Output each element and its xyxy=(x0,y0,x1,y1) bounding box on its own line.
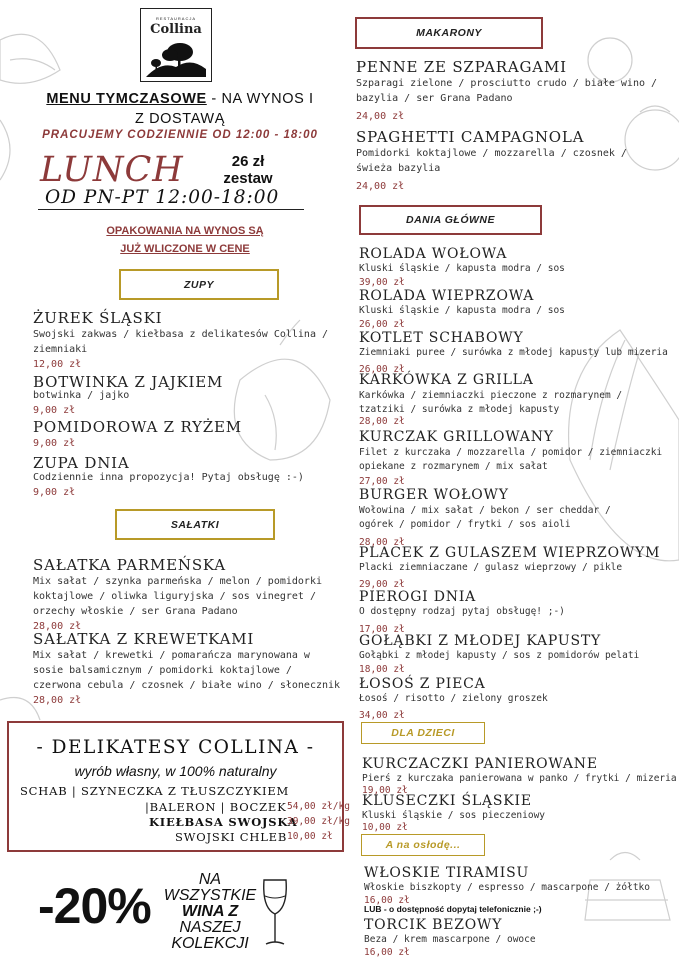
menu-item-price: 12,00 zł xyxy=(33,359,82,370)
menu-item-name: PIEROGI DNIA xyxy=(359,589,477,605)
menu-item-price: 24,00 zł xyxy=(356,111,405,122)
menu-item-desc: Swojski zakwas / kiełbasa z delikatesów Collina / xyxy=(33,329,329,340)
menu-item-desc: Wołowina / mix sałat / bekon / ser cheddar / xyxy=(359,505,611,516)
menu-item-name: WŁOSKIE TIRAMISU xyxy=(364,865,530,881)
section-title-dania: DANIA GŁÓWNE xyxy=(405,214,496,226)
menu-item-losos xyxy=(359,675,677,723)
delikatesy-title: - DELIKATESY COLLINA - xyxy=(36,737,315,758)
promo-line-4: NASZEJ xyxy=(179,919,241,936)
menu-item-zurek xyxy=(33,309,343,372)
menu-item-name: PLACEK Z GULASZEM WIEPRZOWYM xyxy=(359,545,661,561)
menu-item-desc: czerwona cebula / czosnek / białe wino / słonecznik xyxy=(33,680,341,691)
promo-line-3: WINA Z xyxy=(181,903,239,920)
menu-item-desc: Beza / krem mascarpone / owoce xyxy=(364,934,536,945)
menu-item-desc: Gołąbki z młodej kapusty / sos z pomidorów pelati xyxy=(359,650,640,661)
menu-item-desc: Włoskie biszkopty / espresso / mascarpone / żółtko xyxy=(364,882,650,893)
promo-discount: -20% xyxy=(38,878,151,934)
menu-item-name: KOTLET SCHABOWY xyxy=(359,330,524,346)
menu-item-desc: Codziennie inna propozycja! Pytaj obsługę :-) xyxy=(33,472,304,483)
logo-subtitle: RESTAURACJA xyxy=(155,16,197,21)
menu-item-price: 17,00 zł xyxy=(359,624,405,635)
promo-text xyxy=(160,872,260,952)
menu-item-spaghetti xyxy=(356,128,676,194)
tree-icon xyxy=(146,39,206,77)
menu-item-salatka-krewetki xyxy=(33,630,348,708)
dessert-note: LUB - o dostępność dopytaj telefonicznie ;-) xyxy=(364,904,542,914)
section-header-deser xyxy=(361,834,485,856)
menu-item-price: 28,00 zł xyxy=(359,416,405,427)
delikatesy-price-4: 10,00 zł xyxy=(287,831,333,842)
menu-item-desc: botwinka / jajko xyxy=(33,390,130,401)
section-title-makarony: MAKARONY xyxy=(416,27,482,39)
menu-item-desc: Kluski śląskie / kapusta modra / sos xyxy=(359,305,565,316)
menu-item-name: KURCZACZKI PANIEROWANE xyxy=(362,756,598,772)
menu-item-rolada-wieprzowa xyxy=(359,287,677,332)
menu-item-zupa-dnia xyxy=(33,454,343,500)
promo-line-2: WSZYSTKIE xyxy=(163,887,257,904)
menu-item-price: 9,00 zł xyxy=(33,487,76,498)
menu-item-kotlet xyxy=(359,329,677,377)
section-title-zupy: ZUPY xyxy=(183,278,214,291)
delikatesy-subtitle: wyrób własny, w 100% naturalny xyxy=(74,763,277,779)
delikatesy-row-4: SWOJSKI CHLEB xyxy=(175,830,288,844)
menu-item-name: KARKÓWKA Z GRILLA xyxy=(359,372,534,388)
menu-item-desc: Szparagi zielone / prosciutto crudo / białe wino / xyxy=(356,78,658,89)
menu-item-name: SAŁATKA Z KREWETKAMI xyxy=(33,630,255,648)
menu-item-price: 28,00 zł xyxy=(359,537,405,548)
delikatesy-row-1: SCHAB | SZYNECZKA Z TŁUSZCZYKIEM xyxy=(20,784,290,798)
menu-item-price: 9,00 zł xyxy=(33,405,76,416)
menu-item-name: SPAGHETTI CAMPAGNOLA xyxy=(356,128,585,146)
lunch-price xyxy=(213,153,283,187)
menu-item-pomidorowa xyxy=(33,418,343,451)
menu-item-desc: Filet z kurczaka / mozzarella / pomidor / ziemniaczki xyxy=(359,447,663,458)
menu-item-desc: ziemniaki xyxy=(33,344,88,355)
menu-item-price: 34,00 zł xyxy=(359,710,405,721)
section-title-deser: A na osłodę... xyxy=(385,839,461,851)
menu-item-price: 27,00 zł xyxy=(359,476,405,487)
menu-header xyxy=(10,89,350,129)
menu-item-placek xyxy=(359,544,677,592)
menu-item-kurczak xyxy=(359,428,677,489)
menu-item-name: ROLADA WOŁOWA xyxy=(359,246,508,262)
menu-item-desc: Kluski śląskie / sos pieczeniowy xyxy=(362,810,546,821)
menu-item-tiramisu xyxy=(364,864,678,907)
menu-item-desc: bazylia / ser Grana Padano xyxy=(356,93,513,104)
menu-item-price: 26,00 zł xyxy=(359,319,405,330)
menu-item-price: 28,00 zł xyxy=(33,621,82,632)
promo-line-5: KOLEKCJI xyxy=(171,935,249,952)
menu-item-price: 28,00 zł xyxy=(33,695,82,706)
menu-item-burger xyxy=(359,486,677,550)
menu-item-name: PENNE ZE SZPARAGAMI xyxy=(356,58,567,76)
menu-item-desc: Mix sałat / szynka parmeńska / melon / pomidorki xyxy=(33,576,322,587)
menu-item-desc: Pomidorki koktajlowe / mozzarella / czosnek / xyxy=(356,148,627,159)
menu-item-kluseczki xyxy=(362,792,678,833)
menu-item-torcik xyxy=(364,916,678,959)
lunch-price-value: 26 zł xyxy=(231,153,265,170)
menu-item-name: TORCIK BEZOWY xyxy=(364,917,503,933)
promo-line-1: NA xyxy=(198,871,222,888)
menu-item-golabki xyxy=(359,632,677,677)
section-title-salatki: SAŁATKI xyxy=(170,518,220,531)
lunch-title: LUNCH xyxy=(40,150,184,190)
menu-item-name: GOŁĄBKI Z MŁODEJ KAPUSTY xyxy=(359,633,602,649)
menu-item-price: 16,00 zł xyxy=(364,947,410,958)
delikatesy-price-3: 39,00 zł/kg xyxy=(287,816,350,827)
menu-item-desc: sosie balsamicznym / pomidorki koktajlowe / xyxy=(33,665,292,676)
menu-item-pierogi xyxy=(359,588,677,637)
section-title-dzieci: DLA DZIECI xyxy=(391,727,455,739)
menu-item-price: 16,00 zł xyxy=(364,895,410,906)
menu-item-name: ŁOSOŚ Z PIECA xyxy=(359,676,486,692)
menu-item-price: 29,00 zł xyxy=(359,579,405,590)
menu-item-name: BURGER WOŁOWY xyxy=(359,487,509,503)
section-header-salatki xyxy=(115,509,275,540)
logo-name: Collina xyxy=(150,22,202,37)
menu-item-desc: tzatziki / surówka z młodej kapusty xyxy=(359,404,560,415)
menu-item-karkowka xyxy=(359,371,677,429)
menu-item-name: ROLADA WIEPRZOWA xyxy=(359,288,535,304)
menu-item-desc: świeża bazylia xyxy=(356,163,441,174)
menu-item-desc: ogórek / pomidor / frytki / sos aioli xyxy=(359,519,571,530)
menu-item-desc: Placki ziemniaczane / gulasz wieprzowy / pikle xyxy=(359,562,623,573)
menu-item-botwinka xyxy=(33,373,343,418)
menu-item-penne xyxy=(356,58,676,124)
wine-glass-icon xyxy=(258,878,292,950)
menu-item-name: ŻUREK ŚLĄSKI xyxy=(33,309,163,327)
menu-item-name: POMIDOROWA Z RYŻEM xyxy=(33,418,242,436)
restaurant-logo xyxy=(140,8,212,82)
menu-item-name: SAŁATKA PARMEŃSKA xyxy=(33,556,226,574)
lunch-set-label: zestaw xyxy=(223,170,273,187)
delikatesy-row-2: |BALERON | BOCZEK xyxy=(145,800,287,814)
menu-item-desc: Kluski śląskie / kapusta modra / sos xyxy=(359,263,565,274)
menu-item-desc: Łosoś / risotto / zielony groszek xyxy=(359,693,548,704)
menu-item-price: 39,00 zł xyxy=(359,277,405,288)
menu-item-price: 18,00 zł xyxy=(359,664,405,675)
menu-header-line2: Z DOSTAWĄ xyxy=(135,111,225,127)
menu-item-price: 10,00 zł xyxy=(362,822,408,833)
menu-item-desc: O dostępny rodzaj pytaj obsługę! ;-) xyxy=(359,606,565,617)
menu-item-desc: orzechy włoskie / ser Grana Padano xyxy=(33,606,238,617)
packaging-note xyxy=(60,222,310,258)
menu-item-price: 24,00 zł xyxy=(356,181,405,192)
menu-header-title: MENU TYMCZASOWE xyxy=(46,91,207,107)
menu-item-name: KURCZAK GRILLOWANY xyxy=(359,429,554,445)
delikatesy-price-2: 54,00 zł/kg xyxy=(287,801,350,812)
menu-item-rolada-wolowa xyxy=(359,245,677,290)
menu-item-desc: Pierś z kurczaka panierowana w panko / frytki / mizeria xyxy=(362,773,677,784)
opening-hours: PRACUJEMY CODZIENNIE OD 12:00 - 18:00 xyxy=(42,129,318,141)
menu-item-desc: koktajlowe / oliwka liguryjska / sos vinegret / xyxy=(33,591,316,602)
menu-item-desc: Mix sałat / krewetki / pomarańcza marynowana w xyxy=(33,650,310,661)
section-header-dania xyxy=(359,205,542,235)
menu-item-price: 9,00 zł xyxy=(33,438,76,449)
menu-item-desc: opiekane z rozmarynem / mix sałat xyxy=(359,461,548,472)
section-header-zupy xyxy=(119,269,279,300)
lunch-hours: OD PN-PT 12:00-18:00 xyxy=(45,187,280,208)
menu-header-suffix: - NA WYNOS I xyxy=(206,91,314,107)
menu-item-name: KLUSECZKI ŚLĄSKIE xyxy=(362,793,532,809)
lunch-divider xyxy=(38,209,304,210)
packaging-note-line2: JUŻ WLICZONE W CENE xyxy=(120,243,250,255)
section-header-makarony xyxy=(355,17,543,49)
menu-item-name: ZUPA DNIA xyxy=(33,454,130,472)
menu-item-desc: Karkówka / ziemniaczki pieczone z rozmarynem / xyxy=(359,390,623,401)
menu-item-salatka-parmenska xyxy=(33,556,348,634)
packaging-note-line1: OPAKOWANIA NA WYNOS SĄ xyxy=(106,225,264,237)
menu-item-kurczaczki xyxy=(362,755,678,796)
menu-item-price: 19,00 zł xyxy=(362,785,408,796)
menu-item-price: 26,00 zł xyxy=(359,364,405,375)
delikatesy-row-3: KIEŁBASA SWOJSKA xyxy=(149,815,298,829)
menu-item-desc: Ziemniaki puree / surówka z młodej kapusty lub mizeria xyxy=(359,347,668,358)
section-header-dzieci xyxy=(361,722,485,744)
menu-item-name: BOTWINKA Z JAJKIEM xyxy=(33,373,224,391)
